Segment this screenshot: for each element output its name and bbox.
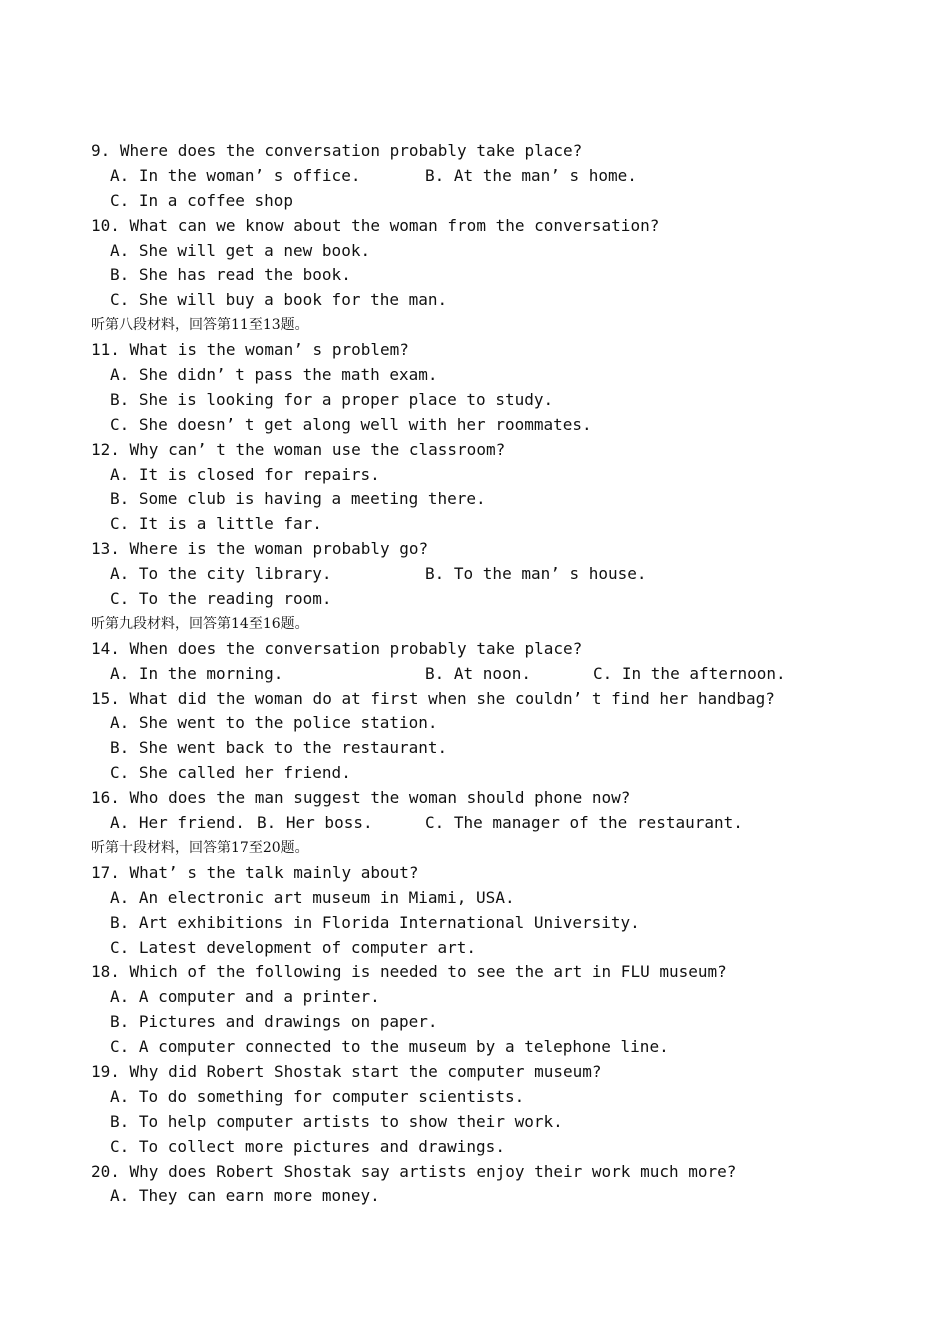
answer-option: A. In the woman’ s office. bbox=[110, 165, 361, 185]
answer-options-row bbox=[91, 662, 891, 687]
answer-option: A. To the city library. bbox=[110, 564, 332, 584]
answer-option: A. A computer and a printer. bbox=[110, 987, 380, 1007]
answer-option: B. She has read the book. bbox=[110, 265, 351, 285]
exam-listening-section bbox=[91, 139, 891, 1209]
answer-option: B. She went back to the restaurant. bbox=[110, 738, 448, 758]
answer-option: C. Latest development of computer art. bbox=[110, 937, 477, 957]
question-text: 14. When does the conversation probably take place? bbox=[91, 638, 583, 658]
answer-option: A. In the morning. bbox=[110, 663, 284, 683]
answer-option: C. She will buy a book for the man. bbox=[110, 290, 448, 310]
question-text: 19. Why did Robert Shostak start the computer museum? bbox=[91, 1061, 602, 1081]
answer-option: C. To collect more pictures and drawings. bbox=[110, 1136, 505, 1156]
answer-option: C. In a coffee shop bbox=[110, 190, 294, 210]
answer-option: C. A computer connected to the museum by a telephone line. bbox=[110, 1037, 669, 1057]
question-text: 20. Why does Robert Shostak say artists enjoy their work much more? bbox=[91, 1161, 737, 1181]
question-text: 10. What can we know about the woman from the conversation? bbox=[91, 215, 660, 235]
answer-option: A. To do something for computer scientists. bbox=[110, 1086, 525, 1106]
question-text: 15. What did the woman do at first when she couldn’ t find her handbag? bbox=[91, 688, 775, 708]
section-instruction: 听第九段材料，回答第14至16题。 bbox=[91, 615, 309, 632]
answer-option: B. To the man’ s house. bbox=[425, 564, 647, 584]
section-instruction: 听第十段材料，回答第17至20题。 bbox=[91, 839, 309, 856]
answer-option: B. She is looking for a proper place to study. bbox=[110, 389, 554, 409]
answer-options-row bbox=[91, 562, 891, 587]
answer-option: A. She went to the police station. bbox=[110, 713, 438, 733]
question-text: 12. Why can’ t the woman use the classroom? bbox=[91, 439, 506, 459]
answer-option: A. It is closed for repairs. bbox=[110, 464, 380, 484]
question-text: 17. What’ s the talk mainly about? bbox=[91, 862, 419, 882]
question-text: 16. Who does the man suggest the woman should phone now? bbox=[91, 788, 631, 808]
answer-option: C. The manager of the restaurant. bbox=[425, 813, 743, 833]
answer-option: A. Her friend. bbox=[110, 813, 245, 833]
answer-option: C. She called her friend. bbox=[110, 763, 351, 783]
answer-option: C. She doesn’ t get along well with her roommates. bbox=[110, 414, 592, 434]
answer-option: B. To help computer artists to show their work. bbox=[110, 1111, 563, 1131]
answer-option: B. Some club is having a meeting there. bbox=[110, 489, 486, 509]
question-text: 13. Where is the woman probably go? bbox=[91, 539, 429, 559]
answer-option: B. Her boss. bbox=[257, 813, 373, 833]
answer-option: B. Art exhibitions in Florida International University. bbox=[110, 912, 640, 932]
question-text: 9. Where does the conversation probably take place? bbox=[91, 141, 583, 160]
answer-option: C. In the afternoon. bbox=[593, 663, 786, 683]
section-instruction: 听第八段材料，回答第11至13题。 bbox=[91, 317, 309, 334]
answer-option: A. She didn’ t pass the math exam. bbox=[110, 365, 438, 385]
answer-options-row bbox=[91, 811, 891, 836]
question-text: 18. Which of the following is needed to see the art in FLU museum? bbox=[91, 962, 727, 982]
answer-option: B. Pictures and drawings on paper. bbox=[110, 1012, 438, 1032]
answer-option: A. They can earn more money. bbox=[110, 1186, 380, 1206]
answer-option: A. An electronic art museum in Miami, USA. bbox=[110, 887, 515, 907]
question-text: 11. What is the woman’ s problem? bbox=[91, 340, 409, 360]
answer-options-row bbox=[91, 164, 891, 189]
answer-option: B. At the man’ s home. bbox=[425, 165, 637, 185]
answer-option: C. To the reading room. bbox=[110, 589, 332, 609]
answer-option: B. At noon. bbox=[425, 663, 531, 683]
answer-option: C. It is a little far. bbox=[110, 514, 322, 534]
answer-option: A. She will get a new book. bbox=[110, 240, 371, 260]
